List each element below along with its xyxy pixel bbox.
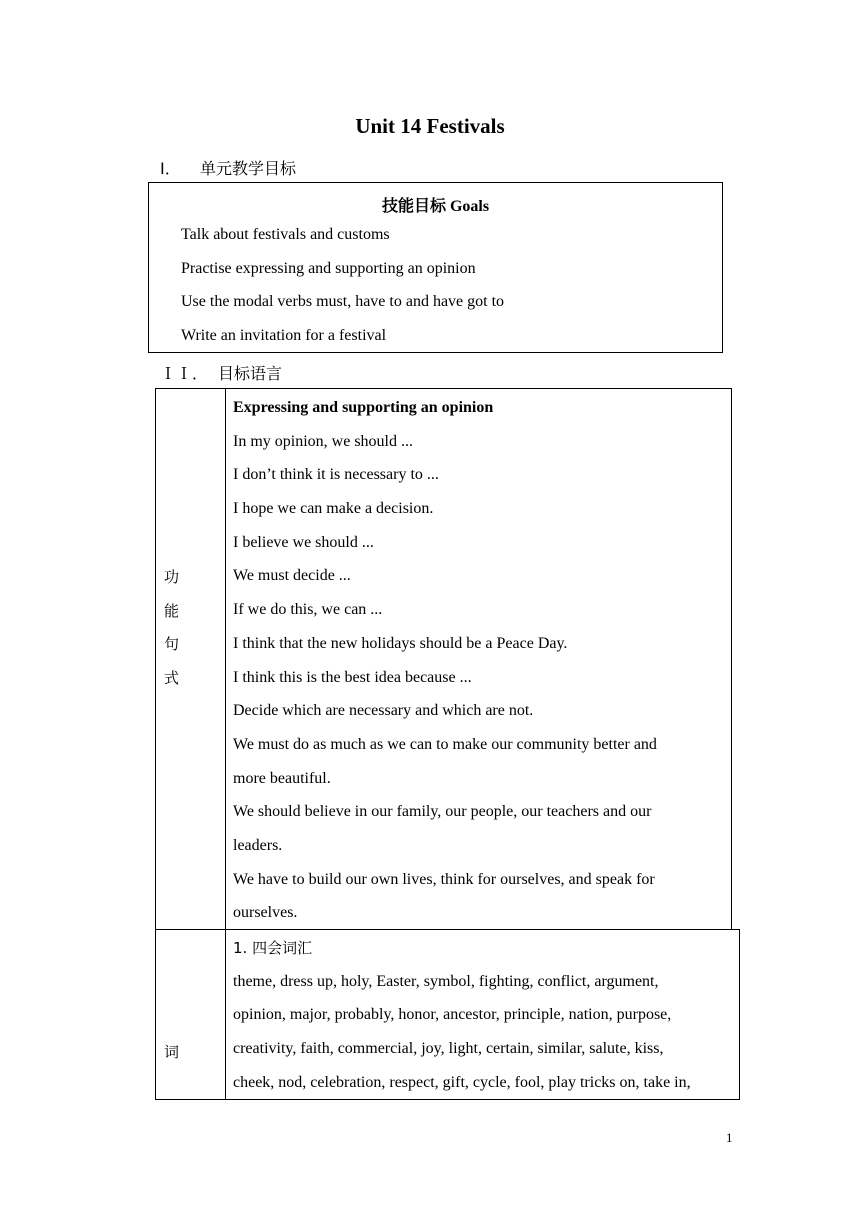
sentence-line: leaders. — [233, 836, 283, 854]
vocabulary-table — [155, 929, 740, 1100]
vocabulary-content — [233, 938, 691, 1106]
sentence-line: In my opinion, we should ... — [233, 432, 413, 450]
sentence-line: We should believe in our family, our people, our teachers and our — [233, 803, 652, 821]
goals-box — [148, 182, 723, 353]
sentence-line: I think that the new holidays should be a Peace Day. — [233, 634, 568, 652]
function-heading: Expressing and supporting an opinion — [233, 399, 494, 416]
section-1-number: Ⅰ． — [160, 159, 181, 178]
label-char: 功 — [164, 568, 180, 586]
section-2-title: 目标语言 — [218, 364, 283, 383]
function-label — [164, 567, 184, 702]
goals-title: 技能目标 Goals — [381, 198, 490, 215]
vocabulary-line: opinion, major, probably, honor, ancestor, principle, nation, purpose, — [233, 1006, 672, 1024]
vocabulary-heading: 1. 四会词汇 — [233, 939, 313, 957]
sentence-line: We must decide ... — [233, 567, 351, 585]
vocabulary-label: 词 — [164, 1043, 180, 1061]
sentence-line: I believe we should ... — [233, 533, 374, 551]
function-sentences-table — [155, 388, 732, 930]
sentence-line: ourselves. — [233, 904, 298, 922]
goal-item: Talk about festivals and customs — [181, 226, 390, 243]
section-1-title: 单元教学目标 — [200, 159, 297, 178]
goal-item: Practise expressing and supporting an opinion — [181, 259, 476, 277]
sentence-line: I think this is the best idea because ... — [233, 668, 472, 686]
section-2-heading — [160, 361, 282, 384]
sentence-line: I don’t think it is necessary to ... — [233, 466, 439, 484]
column-divider — [225, 389, 226, 930]
label-char: 能 — [164, 601, 180, 620]
vocabulary-line: creativity, faith, commercial, joy, light, certain, similar, salute, kiss, — [233, 1040, 664, 1058]
sentence-line: more beautiful. — [233, 769, 331, 787]
sentence-line: We have to build our own lives, think for ourselves, and speak for — [233, 870, 655, 888]
page-number: 1 — [726, 1130, 733, 1145]
sentence-line: If we do this, we can ... — [233, 601, 383, 619]
goal-item: Use the modal verbs must, have to and have got to — [181, 293, 505, 311]
section-2-number: ＩＩ． — [160, 364, 209, 383]
column-divider — [225, 930, 226, 1099]
vocabulary-line: theme, dress up, holy, Easter, symbol, fighting, conflict, argument, — [233, 972, 659, 990]
sentence-line: I hope we can make a decision. — [233, 500, 434, 518]
vocabulary-line: cheek, nod, celebration, respect, gift, cycle, fool, play tricks on, take in, — [233, 1073, 691, 1091]
document-title: Unit 14 Festivals — [355, 114, 505, 138]
goal-item: Write an invitation for a festival — [181, 327, 387, 345]
label-char: 句 — [164, 635, 180, 654]
sentence-line: Decide which are necessary and which are not. — [233, 702, 534, 720]
sentence-line: We must do as much as we can to make our community better and — [233, 735, 657, 753]
goals-list — [181, 225, 504, 360]
function-content — [233, 398, 657, 937]
label-char: 式 — [164, 669, 180, 688]
section-1-heading — [160, 156, 296, 179]
